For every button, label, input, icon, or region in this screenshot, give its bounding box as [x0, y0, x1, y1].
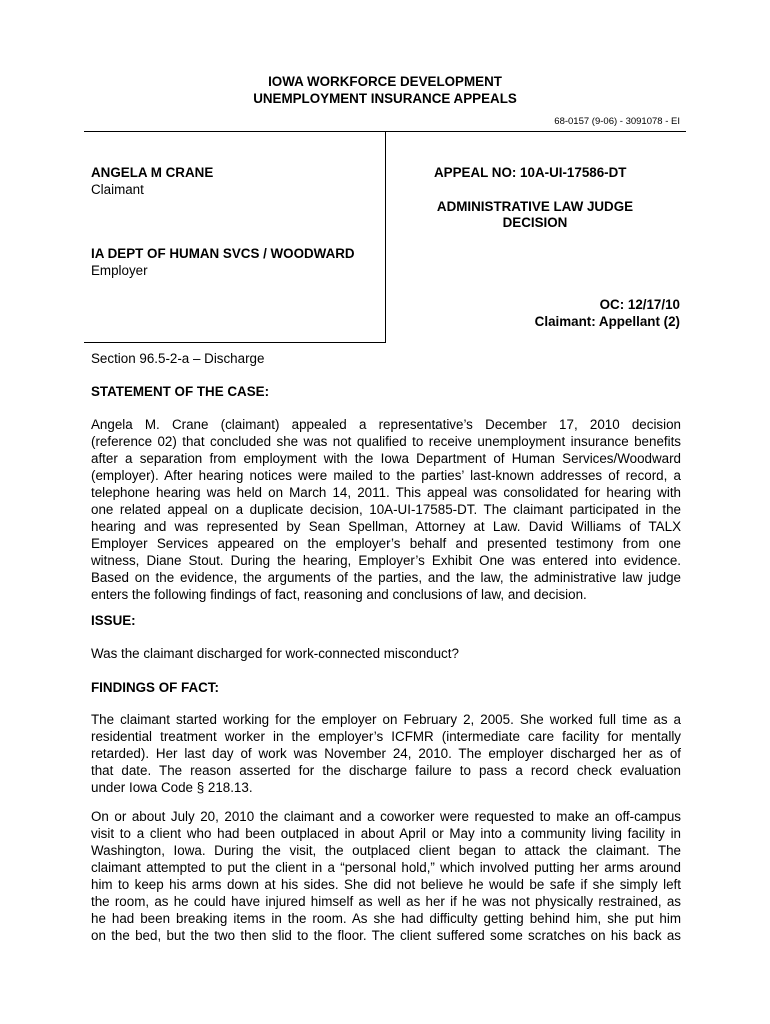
text-line: On or about July 20, 2010 the claimant and a coworker were requested to make an off-campus [91, 809, 681, 824]
employer-role: Employer [91, 263, 148, 278]
text-line: retarded). Her last day of work was November 24, 2010. The employer discharged her as of [91, 746, 681, 761]
text-line: hearing and was represented by Sean Spellman, Attorney at Law. David Williams of TALX [91, 519, 681, 534]
text-line: claimant attempted to put the client in a “personal hold,” which involved putting her arms around [91, 860, 681, 875]
decision-subtitle: DECISION [502, 215, 568, 230]
statement-paragraph [91, 416, 681, 603]
text-line: Based on the evidence, the arguments of the parties, and the law, the administrative law judge [91, 570, 681, 585]
text-line: (employer). After hearing notices were mailed to the parties’ last-known addresses of record, a [91, 468, 681, 483]
section-reference: Section 96.5-2-a – Discharge [91, 351, 265, 366]
text-line: Washington, Iowa. During the visit, the outplaced client began to attack the claimant. The [91, 843, 681, 858]
text-line: Angela M. Crane (claimant) appealed a representative’s December 17, 2010 decision [91, 417, 681, 432]
text-line: under Iowa Code § 218.13. [91, 780, 253, 795]
text-line: after a separation from employment with the Iowa Department of Human Services/Woodward [91, 451, 681, 466]
issue-heading: ISSUE: [91, 613, 136, 628]
findings-paragraph-2 [91, 808, 681, 944]
text-line: that date. The reason asserted for the discharge failure to pass a record check evaluation [91, 763, 681, 778]
decision-title: ADMINISTRATIVE LAW JUDGE [436, 199, 634, 214]
claimant-status: Claimant: Appellant (2) [534, 314, 680, 329]
text-line: the room, as he could have injured himself as well as her if he was not physically restrained, as [91, 894, 681, 909]
employer-name: IA DEPT OF HUMAN SVCS / WOODWARD [91, 246, 355, 261]
text-line: him to keep his arms down at his sides. She did not believe he would be safe if she simply left [91, 877, 681, 892]
text-line: visit to a client who had been outplaced in about April or May into a community living facility in [91, 826, 681, 841]
agency-name: IOWA WORKFORCE DEVELOPMENT [268, 74, 502, 89]
text-line: Employer Services appeared on the employer’s behalf and presented testimony from one [91, 536, 681, 551]
text-line: enters the following findings of fact, reasoning and conclusions of law, and decision. [91, 587, 587, 602]
text-line: witness, Diane Stout. During the hearing, Employer’s Exhibit One was entered into evidence. [91, 553, 681, 568]
text-line: one related appeal on a duplicate decision, 10A-UI-17585-DT. The claimant participated in the [91, 502, 681, 517]
findings-paragraph-1 [91, 711, 681, 796]
form-id: 68-0157 (9-06) - 3091078 - EI [554, 116, 680, 127]
findings-heading: FINDINGS OF FACT: [91, 680, 219, 695]
text-line: telephone hearing was held on March 14, 2011. This appeal was consolidated for hearing with [91, 485, 681, 500]
appeal-number: APPEAL NO: 10A-UI-17586-DT [434, 165, 627, 180]
issue-text: Was the claimant discharged for work-connected misconduct? [91, 646, 459, 661]
text-line: residential treatment worker in the employer’s ICFMR (intermediate care facility for mentally [91, 729, 681, 744]
claimant-role: Claimant [91, 182, 144, 197]
statement-heading: STATEMENT OF THE CASE: [91, 384, 270, 399]
text-line: The claimant started working for the employer on February 2, 2005. She worked full time as a [91, 712, 681, 727]
party-rule [84, 342, 386, 343]
agency-division: UNEMPLOYMENT INSURANCE APPEALS [253, 91, 517, 106]
text-line: on the bed, but the two then slid to the floor. The client suffered some scratches on his back as [91, 928, 681, 943]
claimant-name: ANGELA M CRANE [91, 165, 214, 180]
column-divider [385, 131, 386, 343]
text-line: he had been breaking items in the room. As she had difficulty getting behind him, she put him [91, 911, 681, 926]
text-line: (reference 02) that concluded she was not qualified to receive unemployment insurance benefits [91, 434, 681, 449]
oc-date: OC: 12/17/10 [599, 297, 680, 312]
